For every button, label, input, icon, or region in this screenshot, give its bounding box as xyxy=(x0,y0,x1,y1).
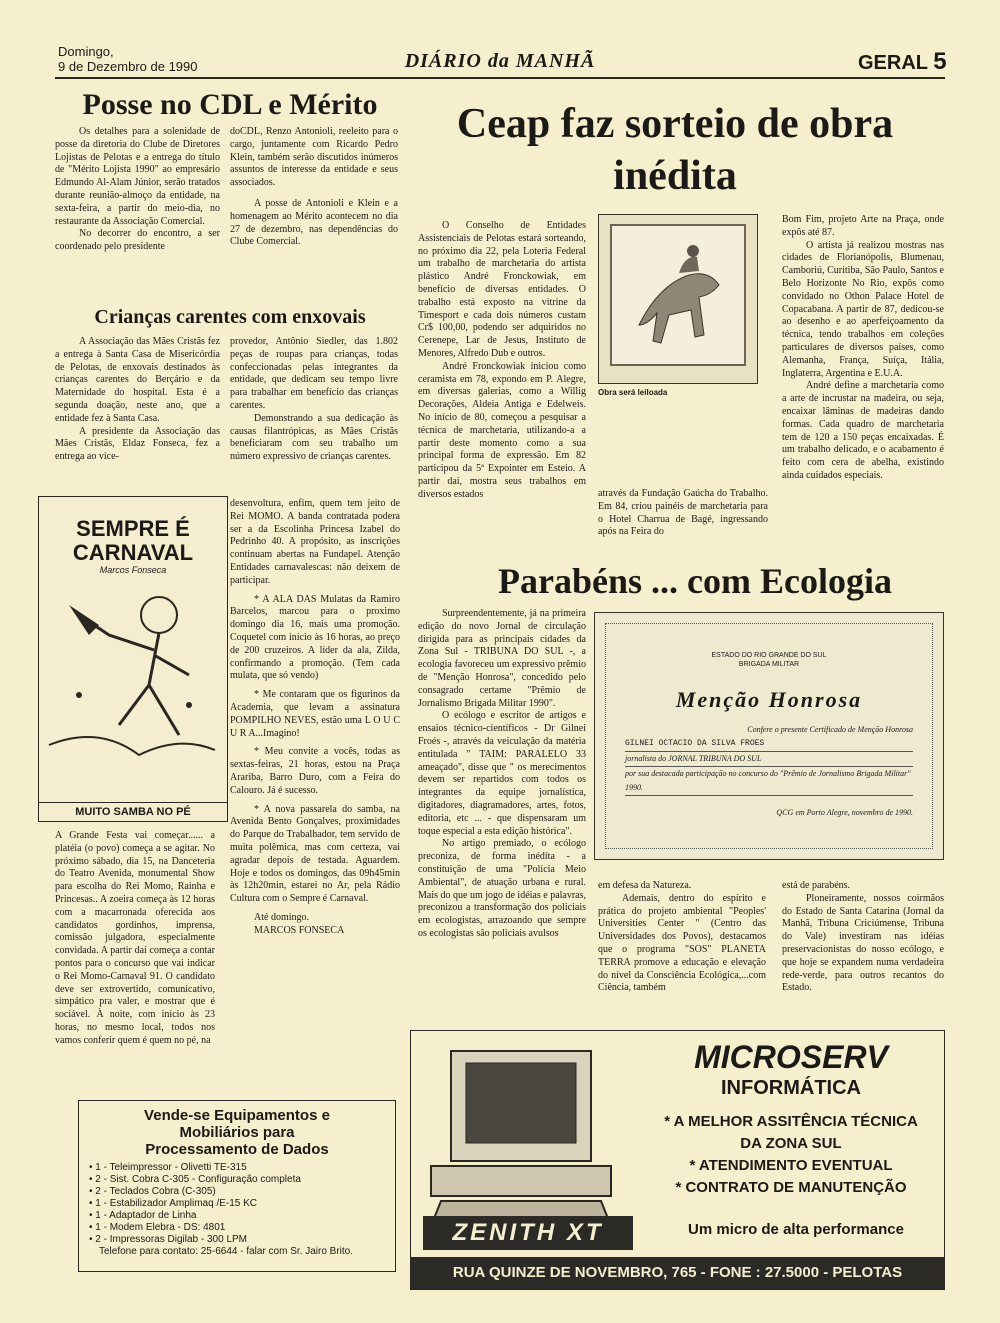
carnaval-graphic xyxy=(38,496,228,822)
ecologia-paragraph: em defesa da Natureza. xyxy=(598,880,692,891)
headline-ceap: Ceap faz sorteio de obra inédita xyxy=(456,101,894,199)
sambista-illustration xyxy=(39,575,225,775)
ceap-col-1 xyxy=(418,220,586,502)
cdl-paragraph: No decorrer do encontro, a ser coordenado pelo presidente xyxy=(55,228,220,253)
ceap-col-2 xyxy=(598,488,768,539)
ecologia-paragraph: O ecólogo e escritor de artigos e ensaios técnico-científicos - Dr Gilnei Froés -, através da veiculação da matéria entitulada " TAIM: PARALELO 33 ameaçado", disse que " os merecimentos devem ser repartidos com todos os integrantes da equipe jornalística, digitadores, diagramadores, artes, fotos, editoria, etc ... - que dispensaram um toque especial a esta edição histórica". xyxy=(418,710,586,837)
ecologia-col-1 xyxy=(418,608,586,941)
ceap-paragraph: André Fronckowiak iniciou como ceramista em 78, expondo em P. Alegre, em diversas galerias, como a Willig Decorações, Aldeia Antiga e Edelweis. No início de 80, começou a pesquisar a técnica de marchetaria, utilizando-a a partir deste momento como a sua principal forma de expressão. Em 82 participou da 5ª Expointer em Esteio. A partir daí, mostra seus trabalhos em diversos estados xyxy=(418,360,586,500)
photo-caption: Obra será leiloada xyxy=(598,388,668,397)
certificate-recipient: GILNEI OCTACIO DA SILVA FROES xyxy=(625,737,913,752)
certificate-line: jornalista do JORNAL TRIBUNA DO SUL xyxy=(625,752,913,767)
microserv-brand: MICROSERV xyxy=(694,1039,888,1075)
ad-microserv xyxy=(410,1030,945,1290)
ceap-paragraph: O artista já realizou mostras nas cidades de Florianópolis, Blumenau, Camboriú, Curitiba, São Paulo, Santos e Belo Horizonte No Rio, expôs como convidado no Othon Palace Hotel de Copacabana. A partir de 87, dedicou-se ao desenho e ao aperfeiçoamento da técnica, tendo trabalhos em coleções particulares de diversos países, como Alemanha, França, Suíça, Itália, Inglaterra, Argentina e E.U.A. xyxy=(782,239,944,379)
ad-vende-title-line: Vende-se Equipamentos e xyxy=(144,1107,330,1124)
carnaval-footer: MUITO SAMBA NO PÉ xyxy=(39,802,227,821)
microserv-line: * A MELHOR ASSITÊNCIA TÉCNICA xyxy=(664,1113,918,1130)
cdl-col-1 xyxy=(55,126,220,254)
certificate-state: ESTADO DO RIO GRANDE DO SUL xyxy=(711,652,827,659)
certificate-line: por sua destacada participação no concurso do "Prêmio de Jornalismo Brigada Militar" 1990. xyxy=(625,767,913,796)
certificate-unit: BRIGADA MILITAR xyxy=(738,661,800,668)
carnaval-paragraph: * Me contaram que os figurinos da Academia, que levam a assinatura POMPILHO NEVES, estão uma L O U C U R A...Imagino! xyxy=(230,689,400,739)
page-number: 5 xyxy=(933,48,947,75)
criancas-col-1 xyxy=(55,336,220,464)
ad-vende-title-line: Mobiliários para xyxy=(179,1124,295,1141)
ad-vende-se xyxy=(78,1100,396,1272)
cdl-paragraph: doCDL, Renzo Antonioli, reeleito para o cargo, juntamente com Ricardo Pedro Klein, também serão discutidos inúmeros assuntos de interesse da entidade e seus associados. xyxy=(230,126,398,189)
microserv-subtitle: INFORMÁTICA xyxy=(721,1077,861,1099)
list-item: • 1 - Modem Elebra - DS: 4801 xyxy=(89,1222,385,1234)
computer-illustration xyxy=(421,1041,621,1231)
microserv-line: DA ZONA SUL xyxy=(740,1135,842,1152)
carnaval-paragraph: A Grande Festa vai começar...... a platéia (o povo) começa a se agitar. No próximo sábado, dia 15, na Danceteria do Teatro Avenida, monumental Show para escolha do Rei Momo, Rainha e Princesas.. A zoeira começa às 12 horas com a macarronada oferecida aos candidatos gordinhos, imprensa, comissão julgadora, especialmente convidada. A partir daí começa a contar pontos para o concurso que vai indicar o Rei Momo-Carnaval 91. O candidato deve ser extrovertido, comunicativo, simpático pra valer, e mostrar que é sociável. À noite, com início às 23 horas, no mesmo local, todos nos vamos conferir quem é quem no pé, na xyxy=(55,830,215,1046)
section-name: GERAL xyxy=(858,52,928,74)
header-day: Domingo, xyxy=(58,44,114,59)
carnaval-paragraph: Até domingo. xyxy=(254,911,309,923)
microserv-line: * CONTRATO DE MANUTENÇÃO xyxy=(675,1179,907,1196)
section-label xyxy=(858,48,947,76)
carnaval-col-left xyxy=(55,830,215,1048)
header-date xyxy=(58,44,197,74)
microserv-address: RUA QUINZE DE NOVEMBRO, 765 - FONE : 27.5000 - PELOTAS xyxy=(411,1257,944,1289)
cdl-paragraph: A posse de Antonioli e Klein e a homenagem ao Mérito acontecem no dia 27 de dezembro, nas dependências do Clube Comercial. xyxy=(230,197,398,248)
list-item: • 2 - Sist. Cobra C-305 - Configuração completa xyxy=(89,1174,385,1186)
ceap-paragraph: Bom Fim, projeto Arte na Praça, onde expôs até 87. xyxy=(782,214,944,238)
list-item: • 1 - Adaptador de Linha xyxy=(89,1210,385,1222)
ad-vende-title xyxy=(89,1107,385,1158)
carnaval-signature: MARCOS FONSECA xyxy=(254,924,345,936)
list-item: • 1 - Teleimpressor - Olivetti TE-315 xyxy=(89,1162,385,1174)
carnaval-paragraph: * A nova passarela do samba, na Avenida Bento Gonçalves, proximidades do Parque do Trabalhador, tem servido de muita polêmica, mas com certeza, vai agradar depois de testada. Aguardem. Hoje e todos os domingos, das 09h45min às 12h20min, estarei no Ar, pela Rádio Cultura com o Sempre é Carnaval. xyxy=(230,803,400,905)
headline-ecologia: Parabéns ... com Ecologia xyxy=(498,561,892,601)
mencao-honrosa-certificate xyxy=(594,612,944,860)
headline-cdl: Posse no CDL e Mérito xyxy=(82,88,378,121)
carnaval-title-line: CARNAVAL xyxy=(72,540,194,565)
ecologia-paragraph: está de parabéns. xyxy=(782,880,851,891)
list-item: • 1 - Estabilizador Amplimaq /E-15 KC xyxy=(89,1198,385,1210)
ad-vende-items xyxy=(89,1162,385,1246)
microserv-services xyxy=(641,1111,941,1199)
ecologia-paragraph: No artigo premiado, o ecólogo preconiza, de forma inédita - a constituição de uma "Polícia Meio Ambiental", de atuação urbana e rural. Mais do que um jogo de idéias e palavras, preconizou a transformação dos policiais em ecologistas, arrazoando que sempre os ecologistas são policiais avulsos xyxy=(418,838,587,939)
header-full-date: 9 de Dezembro de 1990 xyxy=(58,59,198,74)
ad-vende-contact: Telefone para contato: 25-6644 - falar com Sr. Jairo Brito. xyxy=(99,1246,354,1257)
ecologia-paragraph: Ademais, dentro do espírito e prática do projeto ambiental "Peoples' Universities Center " (Centro das Universidades dos Povos), destacamos que o programa "SOS" PLANETA TERRA promove a educação e elevação do nível da Consciência Ecológica,...com Ciência, também xyxy=(598,892,766,994)
carnaval-byline: Marcos Fonseca xyxy=(99,565,167,575)
carnaval-title xyxy=(39,517,227,565)
ceap-paragraph: através da Fundação Gaúcha do Trabalho. Em 84, criou painéis de marchetaria para o Hotel Charrua de Bagé, ingressando após na Feira do xyxy=(598,488,768,538)
criancas-paragraph: A Associação das Mães Cristãs fez a entrega à Santa Casa de Misericórdia de Pelotas, de enxovais destinados às crianças carentes do Berçário e da Maternidade do hospital. Esta é a segunda doação, neste ano, que a entidade fez à Santa Casa. xyxy=(55,336,220,424)
ecologia-paragraph: Ploneiramente, nossos coirmãos do Estado de Santa Catarina (Jornal da Manhã, Tribuna Criciúmense, Tribuna do Vale) investiram nas idéias preservacionistas do nosso ecólogo, e que hoje se expandem numa verdadeira rede-verde, para outros recantos do Estado. xyxy=(782,892,944,994)
horse-rider-illustration xyxy=(599,215,757,383)
ceap-paragraph: André define a marchetaria como a arte de incrustar na madeira, ou seja, encaixar lâminas de madeiras dando formas. Cada quadro de marchetaria tem de 120 a 150 peças encaixadas. É um trabalho delicado, e o acabamento é feito com cera de abelha, existindo ainda cuidados especiais. xyxy=(782,380,944,481)
cdl-col-2 xyxy=(230,126,398,249)
header-rule xyxy=(55,77,945,79)
certificate-body xyxy=(625,723,913,820)
carnaval-col-right xyxy=(230,498,400,938)
marchetaria-photo xyxy=(598,214,758,384)
certificate-title: Menção Honrosa xyxy=(675,687,863,712)
ad-vende-title-line: Processamento de Dados xyxy=(145,1141,329,1158)
certificate-header xyxy=(595,651,943,669)
ecologia-col-2 xyxy=(598,880,766,995)
list-item: • 2 - Teclados Cobra (C-305) xyxy=(89,1186,385,1198)
headline-criancas: Crianças carentes com enxovais xyxy=(94,306,366,328)
microserv-tagline: Um micro de alta performance xyxy=(688,1221,904,1238)
criancas-paragraph: provedor, Antônio Siedler, das 1.802 peças de roupas para crianças, todas confeccionadas pelas integrantes da entidade, que dedicam seu tempo livre para trabalhar em benefício das crianças carentes. xyxy=(230,336,398,411)
list-item: • 2 - Impressoras Digilab - 300 LPM xyxy=(89,1234,385,1246)
carnaval-paragraph: * Meu convite a vocês, todas as sextas-feiras, 21 horas, estou na Praça Arariba, Barro Duro, com a Feira do Calouro. Já é sucesso. xyxy=(230,746,400,796)
microserv-line: * ATENDIMENTO EVENTUAL xyxy=(689,1157,893,1174)
ceap-col-3 xyxy=(782,214,944,483)
cdl-paragraph: Os detalhes para a solenidade de posse da diretoria do Clube de Diretores Lojistas de Pelotas e a entrega do título de "Mérito Lojista 1990" ao empresário Edmundo Al-Alam Júnior, serão tratados durante reunião-almoço da entidade, na sexta-feira, a partir do meio-dia, no restaurante da Associação Comercial. xyxy=(55,126,220,227)
criancas-col-2 xyxy=(230,336,398,464)
criancas-paragraph: A presidente da Associação das Mães Cristãs, Eldaz Fonseca, fez a entrega ao vice- xyxy=(55,425,220,463)
zenith-xt-logo: ZENITH XT xyxy=(423,1216,633,1250)
newspaper-name: DIÁRIO da MANHÃ xyxy=(404,50,596,72)
ecologia-paragraph: Surpreendentemente, já na primeira edição do novo Jornal de circulação dirigida para as principais cidades da Zona Sul - TRIBUNA DO SUL -, a ecologia favoreceu um expressivo prêmio de "Menção Honrosa", concedido pelo consagrado certame "Prêmio de Jornalismo Brigada Militar 1990". xyxy=(418,608,586,709)
carnaval-title-line: SEMPRE É xyxy=(76,516,190,541)
carnaval-paragraph: desenvoltura, enfim, quem tem jeito de Rei MOMO. A banda contratada podera ser a da Escolinha Princesa Izabel do Pedrinho 40. A propósito, as inscrições continuam abertas na Fundapel. Atenção Entidades carnavalescas: não deixem de participar. xyxy=(230,498,400,586)
ecologia-col-3 xyxy=(782,880,944,995)
ceap-paragraph: O Conselho de Entidades Assistenciais de Pelotas estará sorteando, no próximo dia 22, pela Loteria Federal um trabalho de marchetaria do artista plástico André Fronckowiak, em benefício de diversas entidades. O trabalho está exposto na vitrine da Timesport e cada dois números custam Cr$ 100,00, podendo ser adquiridos no Cerenepe, Lar de Jesus, Instituto de Menores, Alfredo Dub e outros. xyxy=(418,220,586,359)
certificate-line: Confere o presente Certificado de Menção Honrosa xyxy=(747,725,913,734)
carnaval-paragraph: * A ALA DAS Mulatas da Ramiro Barcelos, marcou para o proximo domingo dia 16, mais uma promoção. Coquetel com início às 16 horas, ao preço de 200 cruzeiros. A líder da ala, Zilda, confirmando a promoção. (Tem cada mulata, que só vendo) xyxy=(230,593,400,682)
certificate-place-date: QCG em Porto Alegre, novembro de 1990. xyxy=(776,808,913,817)
criancas-paragraph: Demonstrando a sua dedicação às causas filantrópicas, as Mães Cristãs beneficiaram com seu trabalho um número expressivo de crianças carentes. xyxy=(230,412,398,463)
